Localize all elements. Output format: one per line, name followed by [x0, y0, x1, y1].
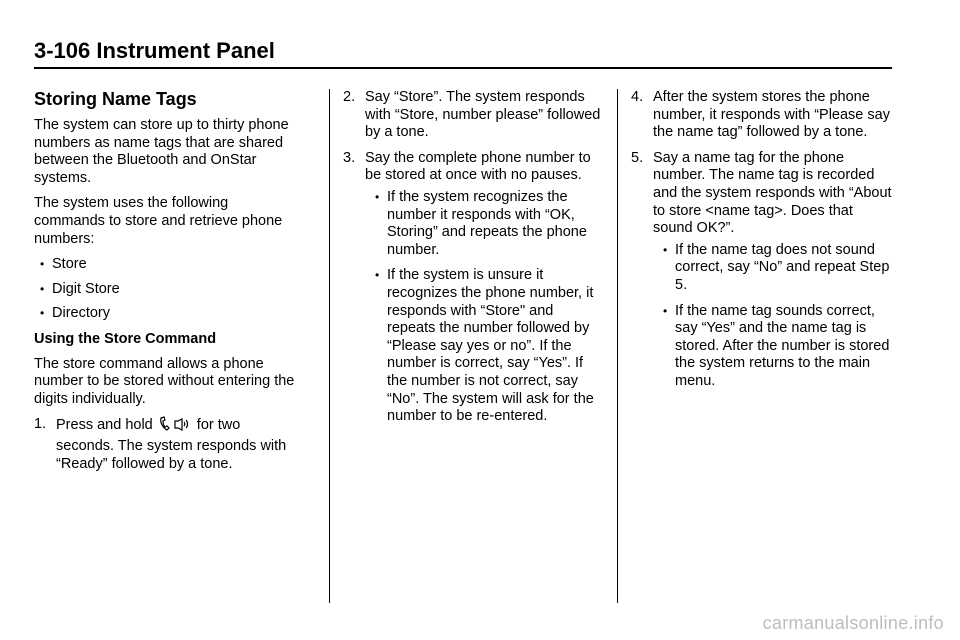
step-text: Say “Store”. The system responds with “Store, number please” followed by a tone.	[365, 89, 601, 141]
column-1	[34, 89, 296, 481]
column-3	[631, 89, 893, 399]
step-text-post: for two seconds. The system responds with “Ready” followed by a tone.	[56, 417, 287, 472]
step-1	[34, 416, 296, 473]
step-text: After the system stores the phone number, it responds with “Please say the name tag” followed by a tone.	[653, 89, 890, 141]
list-item: • Store	[34, 256, 296, 274]
section-title: Storing Name Tags	[34, 89, 197, 109]
step-5-bullets	[653, 242, 893, 391]
step-number: 5.	[631, 149, 644, 166]
step-text: Say the complete phone number to be stored at once with no pauses.	[365, 149, 591, 184]
subheading-store-command: Using the Store Command	[34, 330, 217, 347]
watermark: carmanualsonline.info	[762, 613, 944, 633]
step-number: 3.	[343, 149, 356, 166]
list-item: • If the name tag does not sound correct, say “No” and repeat Step 5.	[653, 242, 893, 295]
column-divider-1	[329, 89, 330, 603]
commands-paragraph: The system uses the following commands to store and retrieve phone numbers:	[34, 195, 283, 247]
step-text-pre: Press and hold	[56, 417, 153, 434]
page-header	[34, 38, 892, 64]
step-3-bullets	[365, 189, 605, 426]
step-number: 4.	[631, 89, 644, 105]
list-item: • If the system is unsure it recognizes the phone number, it responds with “Store" and repeats the number followed by “Please say yes or no”. If the number is correct, say “Yes”. If the number is not correct, say “No”. The system will ask for the number to be re-entered.	[365, 267, 605, 425]
list-item: • If the name tag sounds correct, say “Yes” and the name tag is stored. After the number is stored the system returns to the main menu.	[653, 303, 893, 391]
list-item: • If the system recognizes the number it responds with “OK, Storing” and repeats the phone number.	[365, 189, 605, 259]
phone-voice-icon	[158, 416, 192, 438]
step-number: 2.	[343, 89, 356, 105]
step-4	[631, 89, 893, 142]
list-item: • Directory	[34, 305, 296, 323]
intro-paragraph: The system can store up to thirty phone numbers as name tags that are shared between the Bluetooth and OnStar systems.	[34, 117, 289, 186]
column-divider-2	[617, 89, 618, 603]
step-2	[343, 89, 605, 142]
commands-list	[34, 256, 296, 323]
list-item: • Digit Store	[34, 281, 296, 299]
step-3	[343, 150, 605, 426]
page-title: 3-106 Instrument Panel	[34, 38, 275, 63]
step-5	[631, 150, 893, 391]
column-2	[343, 89, 605, 434]
step-text: Say a name tag for the phone number. The name tag is recorded and the system responds with “About to store <name tag>. Does that sound OK?”.	[653, 149, 892, 237]
header-rule	[34, 67, 892, 69]
store-command-paragraph: The store command allows a phone number to be stored without entering the digits individually.	[34, 355, 295, 407]
step-number: 1.	[34, 416, 47, 433]
